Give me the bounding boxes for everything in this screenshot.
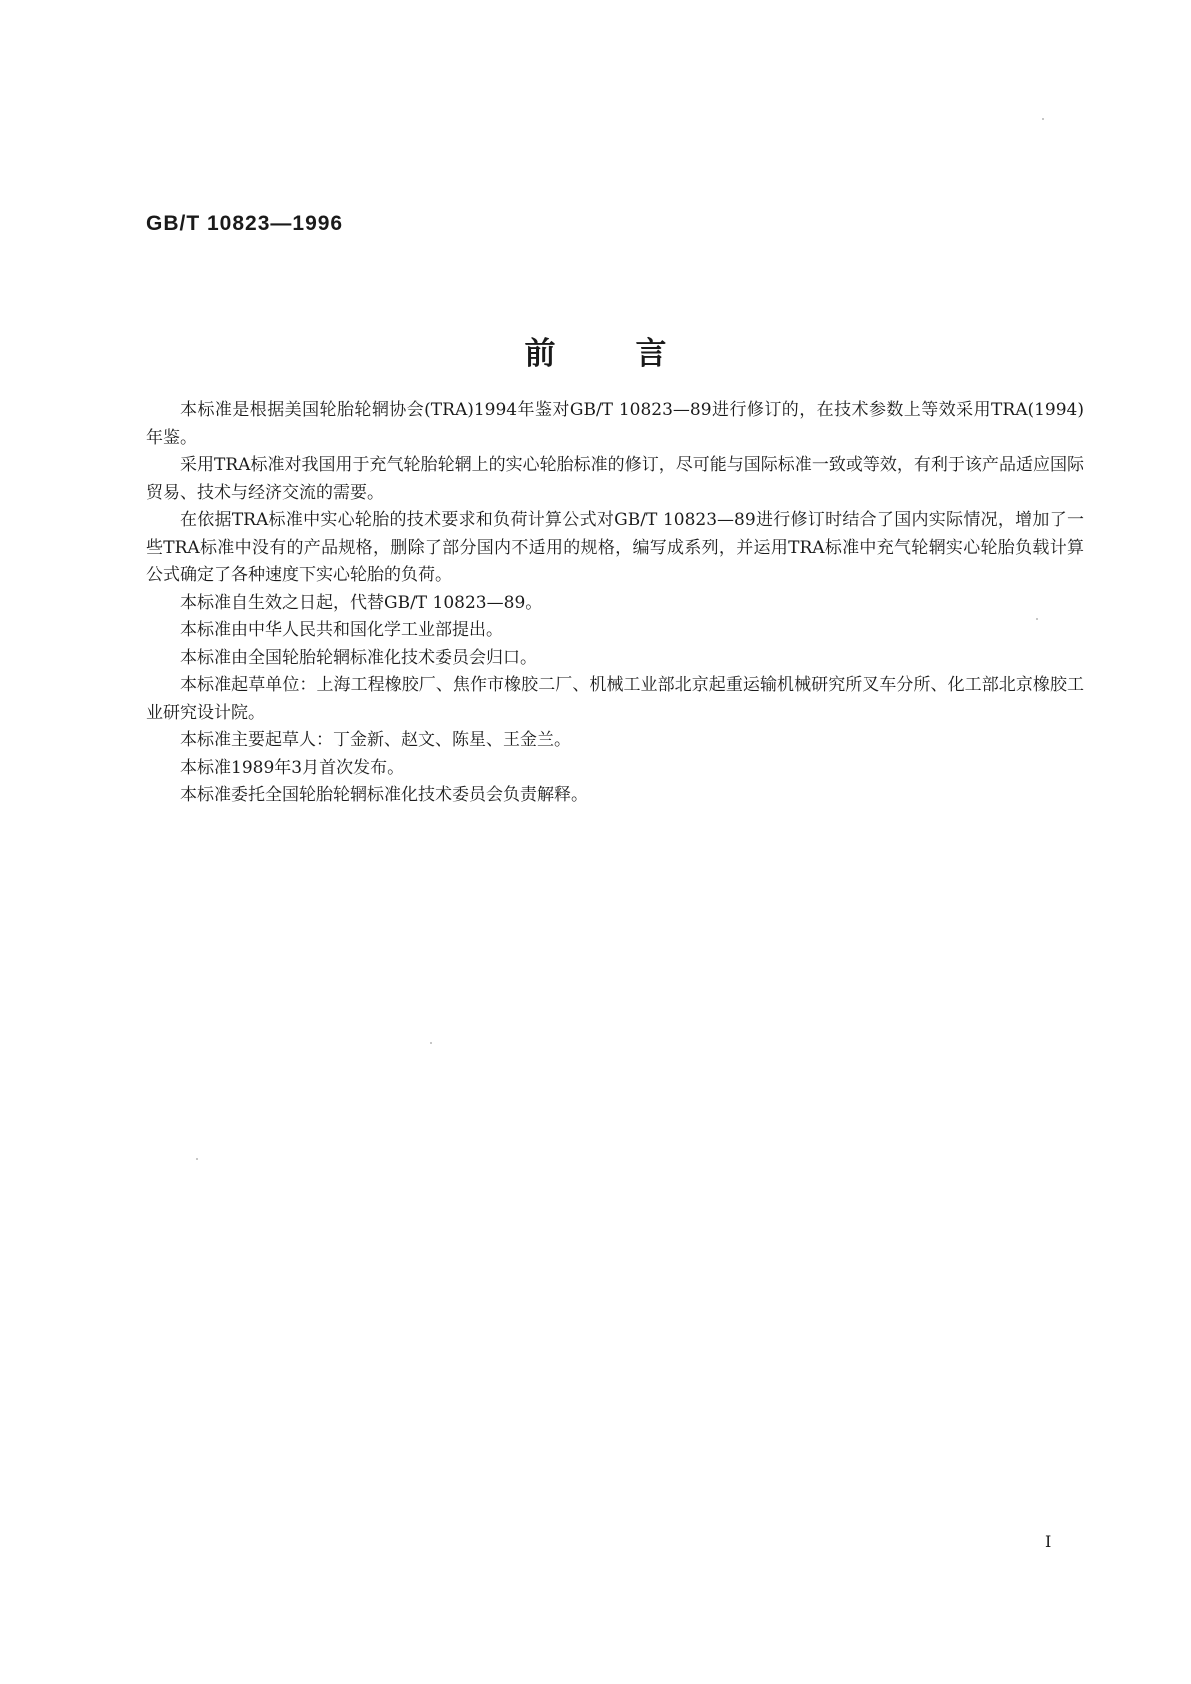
scan-speck: [430, 1042, 432, 1044]
paragraph: 本标准委托全国轮胎轮辋标准化技术委员会负责解释。: [180, 785, 588, 805]
paragraph: 本标准起草单位：上海工程橡胶厂、焦作市橡胶二厂、机械工业部北京起重运输机械研究所叉车分所、化工部北京橡胶工业研究设计院。: [146, 675, 1084, 723]
paragraph: 本标准主要起草人：丁金新、赵文、陈星、王金兰。: [180, 730, 571, 750]
paragraph: 采用TRA标准对我国用于充气轮胎轮辋上的实心轮胎标准的修订，尽可能与国际标准一致或等效，有利于该产品适应国际贸易、技术与经济交流的需要。: [146, 455, 1084, 503]
preface-body: [146, 397, 1084, 810]
scan-speck: [196, 1158, 198, 1160]
paragraph: 本标准1989年3月首次发布。: [180, 757, 405, 778]
paragraph: 本标准由中华人民共和国化学工业部提出。: [180, 620, 503, 640]
paragraph: 本标准是根据美国轮胎轮辋协会(TRA)1994年鉴对GB/T 10823—89进行修订的，在技术参数上等效采用TRA(1994)年鉴。: [146, 400, 1084, 448]
standard-code: GB/T 10823—1996: [146, 212, 344, 235]
page-title: 前言: [524, 336, 747, 372]
paragraph: 在依据TRA标准中实心轮胎的技术要求和负荷计算公式对GB/T 10823—89进行修订时结合了国内实际情况，增加了一些TRA标准中没有的产品规格，删除了部分国内不适用的规格，编写成系列，并运用TRA标准中充气轮辋实心轮胎负载计算公式确定了各种速度下实心轮胎的负荷。: [146, 510, 1084, 585]
paragraph: 本标准自生效之日起，代替GB/T 10823—89。: [180, 592, 543, 613]
paragraph: 本标准由全国轮胎轮辋标准化技术委员会归口。: [180, 647, 537, 668]
scan-speck: [1042, 118, 1044, 120]
page-number: I: [1045, 1532, 1052, 1551]
scan-speck: [1036, 618, 1038, 620]
